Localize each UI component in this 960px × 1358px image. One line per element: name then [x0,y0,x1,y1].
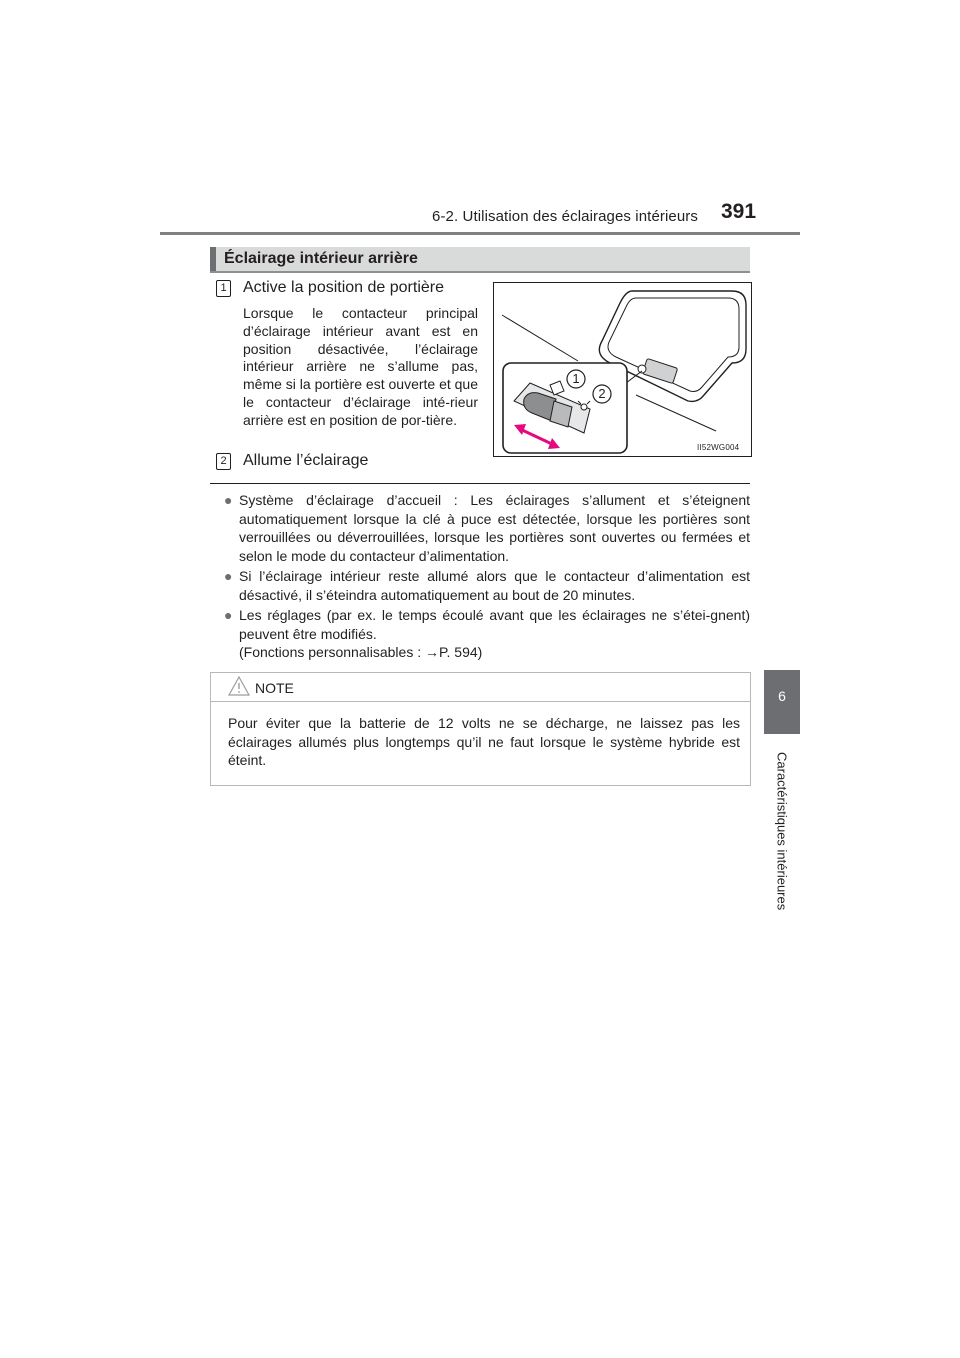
chapter-side-title: Caractéristiques intérieures [774,751,790,911]
item-1-description: Lorsque le contacteur principal d’éclairage intérieur avant est en position désactivée, l’éclairage intérieur arrière ne s’allume pas, même si la portière est ouverte et que le contacteur d’éclairage inté-rieur arrière est en position de por-tière. [243,305,479,428]
item-1-label: Active la position de portière [243,279,444,296]
item-2-label: Allume l’éclairage [243,452,369,469]
chapter-number: 6 [778,688,786,704]
callout-2: 2 [598,386,606,401]
section-separator [210,483,750,484]
note-item [224,491,750,565]
bullet-icon: ● [224,568,233,584]
item-2-number-badge: 2 [216,453,231,470]
bullet-icon: ● [224,607,233,623]
item-1-number-badge: 1 [216,280,231,297]
note-box-divider [210,701,751,702]
section-title: Éclairage intérieur arrière [224,250,418,267]
bullet-icon: ● [224,492,233,508]
note-text: Système d’éclairage d’accueil : Les éclairages s’allument et s’éteignent automatiquement lorsque la clé à puce est détectée, lorsque les portières sont verrouillées ou déverrouillées, lorsque les portières sont ouvertes ou fermées et selon le mode du contacteur d’alimentation. [239,492,750,564]
note-item [224,606,750,643]
page-number: 391 [721,200,757,223]
running-header-section: 6-2. Utilisation des éclairages intérieurs [432,208,698,225]
note-text: Les réglages (par ex. le temps écoulé avant que les éclairages ne s’étei-gnent) peuvent être modifiés. [239,607,750,642]
callout-1: 1 [572,371,580,386]
section-title-accent [210,247,216,272]
note-label: NOTE [255,680,294,696]
note-item [224,567,750,604]
rear-interior-light-illustration [493,282,752,457]
note-text: Si l’éclairage intérieur reste allumé alors que le contacteur d’alimentation est désactivé, il s’éteindra automatiquement au bout de 20 minutes. [239,568,750,603]
header-rule [160,232,800,235]
note-box-text: Pour éviter que la batterie de 12 volts ne se décharge, ne laissez pas les éclairages allumés plus longtemps qu’il ne faut lorsque le système hybride est éteint. [228,715,740,769]
warning-triangle-icon [228,676,250,701]
rear-light-drawing [494,283,751,456]
figure-code: II52WG004 [697,443,740,452]
section-title-underline [210,271,750,273]
note-reference: (Fonctions personnalisables : →P. 594) [239,644,483,660]
